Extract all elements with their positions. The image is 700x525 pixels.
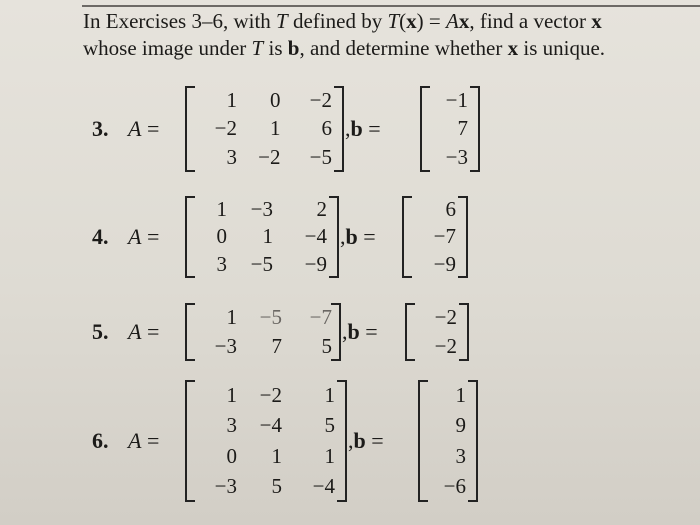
- exercise-number: 6.: [92, 428, 109, 453]
- matrix-A-entry: −3: [214, 334, 237, 358]
- vector-b-entry: −3: [445, 145, 468, 170]
- matrix-A: [185, 380, 347, 502]
- matrix-A-entry: 7: [271, 334, 282, 358]
- equals-sign: =: [357, 224, 376, 249]
- matrix-A: [185, 196, 339, 278]
- vector-b-entries: [432, 86, 468, 172]
- matrix-A-entries: [197, 86, 332, 172]
- bracket-serif: [187, 86, 195, 88]
- equals-sign: =: [141, 116, 160, 141]
- matrix-A-entry: 0: [270, 87, 281, 112]
- matrix-A-entry: −2: [259, 382, 282, 407]
- matrix-A-entry: 5: [324, 413, 335, 438]
- matrix-A: [185, 86, 344, 172]
- equals-sign: =: [362, 116, 381, 141]
- matrix-A-entry: 1: [226, 382, 237, 407]
- vector-b-entry: −7: [433, 224, 456, 249]
- bracket-serif: [420, 500, 428, 502]
- T-symbol: T: [276, 9, 288, 33]
- vector-b-entries: [417, 303, 457, 361]
- exercise-number: 3.: [92, 116, 109, 141]
- bracket-serif: [331, 359, 339, 361]
- vector-b-entries: [414, 196, 456, 278]
- vector-b-entry: −6: [443, 474, 466, 499]
- matrix-A-entry: −5: [259, 305, 282, 329]
- T-symbol: T: [387, 9, 400, 33]
- matrix-A-entries: [197, 380, 335, 502]
- x-symbol: x: [507, 36, 519, 60]
- equals-sign: =: [141, 428, 160, 453]
- bracket-serif: [420, 380, 428, 382]
- vector-b-label: [345, 116, 381, 142]
- bracket-serif: [331, 303, 339, 305]
- text: In Exercises 3–6, with: [83, 9, 277, 33]
- vector-b-entry: −9: [433, 251, 456, 276]
- bracket-serif: [187, 170, 195, 172]
- bracket-serif: [337, 500, 345, 502]
- matrix-A-entries: [197, 303, 332, 361]
- A-symbol: A: [128, 116, 142, 141]
- text: whose image under: [83, 36, 252, 60]
- b-symbol: b: [350, 116, 363, 141]
- bracket-serif: [329, 196, 337, 198]
- matrix-A-label: [128, 428, 159, 454]
- vector-b-label: [348, 428, 384, 454]
- bracket-serif: [468, 380, 476, 382]
- matrix-A-entry: −3: [250, 197, 273, 222]
- bracket-serif: [459, 359, 467, 361]
- text: , and determine whether: [299, 36, 508, 60]
- text: , find a vector: [469, 9, 592, 33]
- matrix-A-entries: [197, 196, 327, 278]
- matrix-A-entry: 1: [324, 382, 335, 407]
- bracket-serif: [470, 170, 478, 172]
- matrix-A-entry: 3: [226, 413, 237, 438]
- bracket-serif: [334, 86, 342, 88]
- matrix-A-entry: 3: [226, 145, 237, 170]
- matrix-A-label: [128, 319, 159, 345]
- vector-b-entries: [430, 380, 466, 502]
- matrix-A-entry: −2: [258, 145, 281, 170]
- matrix-A-entry: 1: [270, 116, 281, 141]
- matrix-A-entry: −4: [304, 224, 327, 249]
- text: (: [399, 9, 407, 33]
- text: ) =: [416, 9, 446, 33]
- text: is unique.: [518, 36, 606, 60]
- matrix-A-entry: 6: [321, 116, 332, 141]
- comma: ,: [345, 116, 351, 141]
- b-symbol: b: [353, 428, 366, 453]
- bracket-serif: [404, 196, 412, 198]
- matrix-A-entry: 0: [216, 224, 227, 249]
- bracket-serif: [187, 359, 195, 361]
- matrix-A-entry: −7: [309, 305, 332, 329]
- bracket-serif: [422, 86, 430, 88]
- matrix-A: [185, 303, 341, 361]
- vector-b-entry: −2: [434, 334, 457, 358]
- x-symbol: x: [406, 9, 417, 33]
- bracket-serif: [470, 86, 478, 88]
- vector-b: [420, 86, 480, 172]
- A-symbol: A: [128, 224, 142, 249]
- comma: ,: [340, 224, 346, 249]
- bracket-serif: [334, 170, 342, 172]
- top-rule: [82, 5, 700, 7]
- matrix-A-entry: 1: [271, 443, 282, 468]
- A-symbol: A: [128, 319, 142, 344]
- matrix-A-label: [128, 116, 159, 142]
- equals-sign: =: [141, 224, 160, 249]
- bracket-serif: [458, 196, 466, 198]
- vector-b-entry: 3: [455, 443, 466, 468]
- matrix-A-entry: 3: [216, 251, 227, 276]
- T-symbol: T: [251, 36, 264, 60]
- vector-b-entry: −1: [445, 87, 468, 112]
- bracket-serif: [407, 303, 415, 305]
- x-symbol: x: [591, 9, 602, 33]
- bracket-serif: [187, 303, 195, 305]
- bracket-serif: [459, 303, 467, 305]
- bracket-serif: [329, 276, 337, 278]
- matrix-A-entry: −5: [250, 251, 273, 276]
- bracket-serif: [422, 170, 430, 172]
- bracket-serif: [187, 196, 195, 198]
- comma: ,: [342, 319, 348, 344]
- b-symbol: b: [287, 36, 300, 60]
- matrix-A-entry: 5: [271, 474, 282, 499]
- exercise-number: 4.: [92, 224, 109, 249]
- b-symbol: b: [347, 319, 360, 344]
- bracket-serif: [404, 276, 412, 278]
- matrix-A-entry: −2: [214, 116, 237, 141]
- matrix-A-entry: 1: [226, 87, 237, 112]
- exercise-instructions: [83, 8, 695, 62]
- matrix-A-entry: −4: [259, 413, 282, 438]
- vector-b: [405, 303, 469, 361]
- matrix-A-entry: −4: [312, 474, 335, 499]
- bracket-serif: [187, 276, 195, 278]
- bracket-serif: [187, 500, 195, 502]
- vector-b-label: [340, 224, 376, 250]
- text: is: [263, 36, 288, 60]
- comma: ,: [348, 428, 354, 453]
- bracket-serif: [407, 359, 415, 361]
- bracket-serif: [337, 380, 345, 382]
- matrix-A-entry: −2: [309, 87, 332, 112]
- x-symbol: x: [458, 9, 470, 33]
- matrix-A-entry: 1: [216, 197, 227, 222]
- vector-b: [402, 196, 468, 278]
- A-symbol: A: [446, 9, 459, 33]
- vector-b-entry: 9: [455, 413, 466, 438]
- matrix-A-entry: 0: [226, 443, 237, 468]
- matrix-A-entry: −5: [309, 145, 332, 170]
- exercise-number: 5.: [92, 319, 109, 344]
- matrix-A-entry: 5: [321, 334, 332, 358]
- matrix-A-entry: −3: [214, 474, 237, 499]
- matrix-A-entry: 1: [324, 443, 335, 468]
- vector-b: [418, 380, 478, 502]
- matrix-A-entry: 1: [226, 305, 237, 329]
- text: defined by: [287, 9, 388, 33]
- vector-b-entry: 6: [445, 197, 456, 222]
- A-symbol: A: [128, 428, 142, 453]
- b-symbol: b: [345, 224, 358, 249]
- matrix-A-label: [128, 224, 159, 250]
- vector-b-entry: 1: [455, 382, 466, 407]
- instructions-line-2: [83, 35, 695, 62]
- matrix-A-entry: 2: [316, 197, 327, 222]
- matrix-A-entry: 1: [262, 224, 273, 249]
- equals-sign: =: [359, 319, 378, 344]
- bracket-serif: [458, 276, 466, 278]
- vector-b-entry: −2: [434, 305, 457, 329]
- vector-b-entry: 7: [457, 116, 468, 141]
- vector-b-label: [342, 319, 378, 345]
- instructions-line-1: [83, 8, 695, 35]
- equals-sign: =: [141, 319, 160, 344]
- matrix-A-entry: −9: [304, 251, 327, 276]
- equals-sign: =: [365, 428, 384, 453]
- bracket-serif: [468, 500, 476, 502]
- bracket-serif: [187, 380, 195, 382]
